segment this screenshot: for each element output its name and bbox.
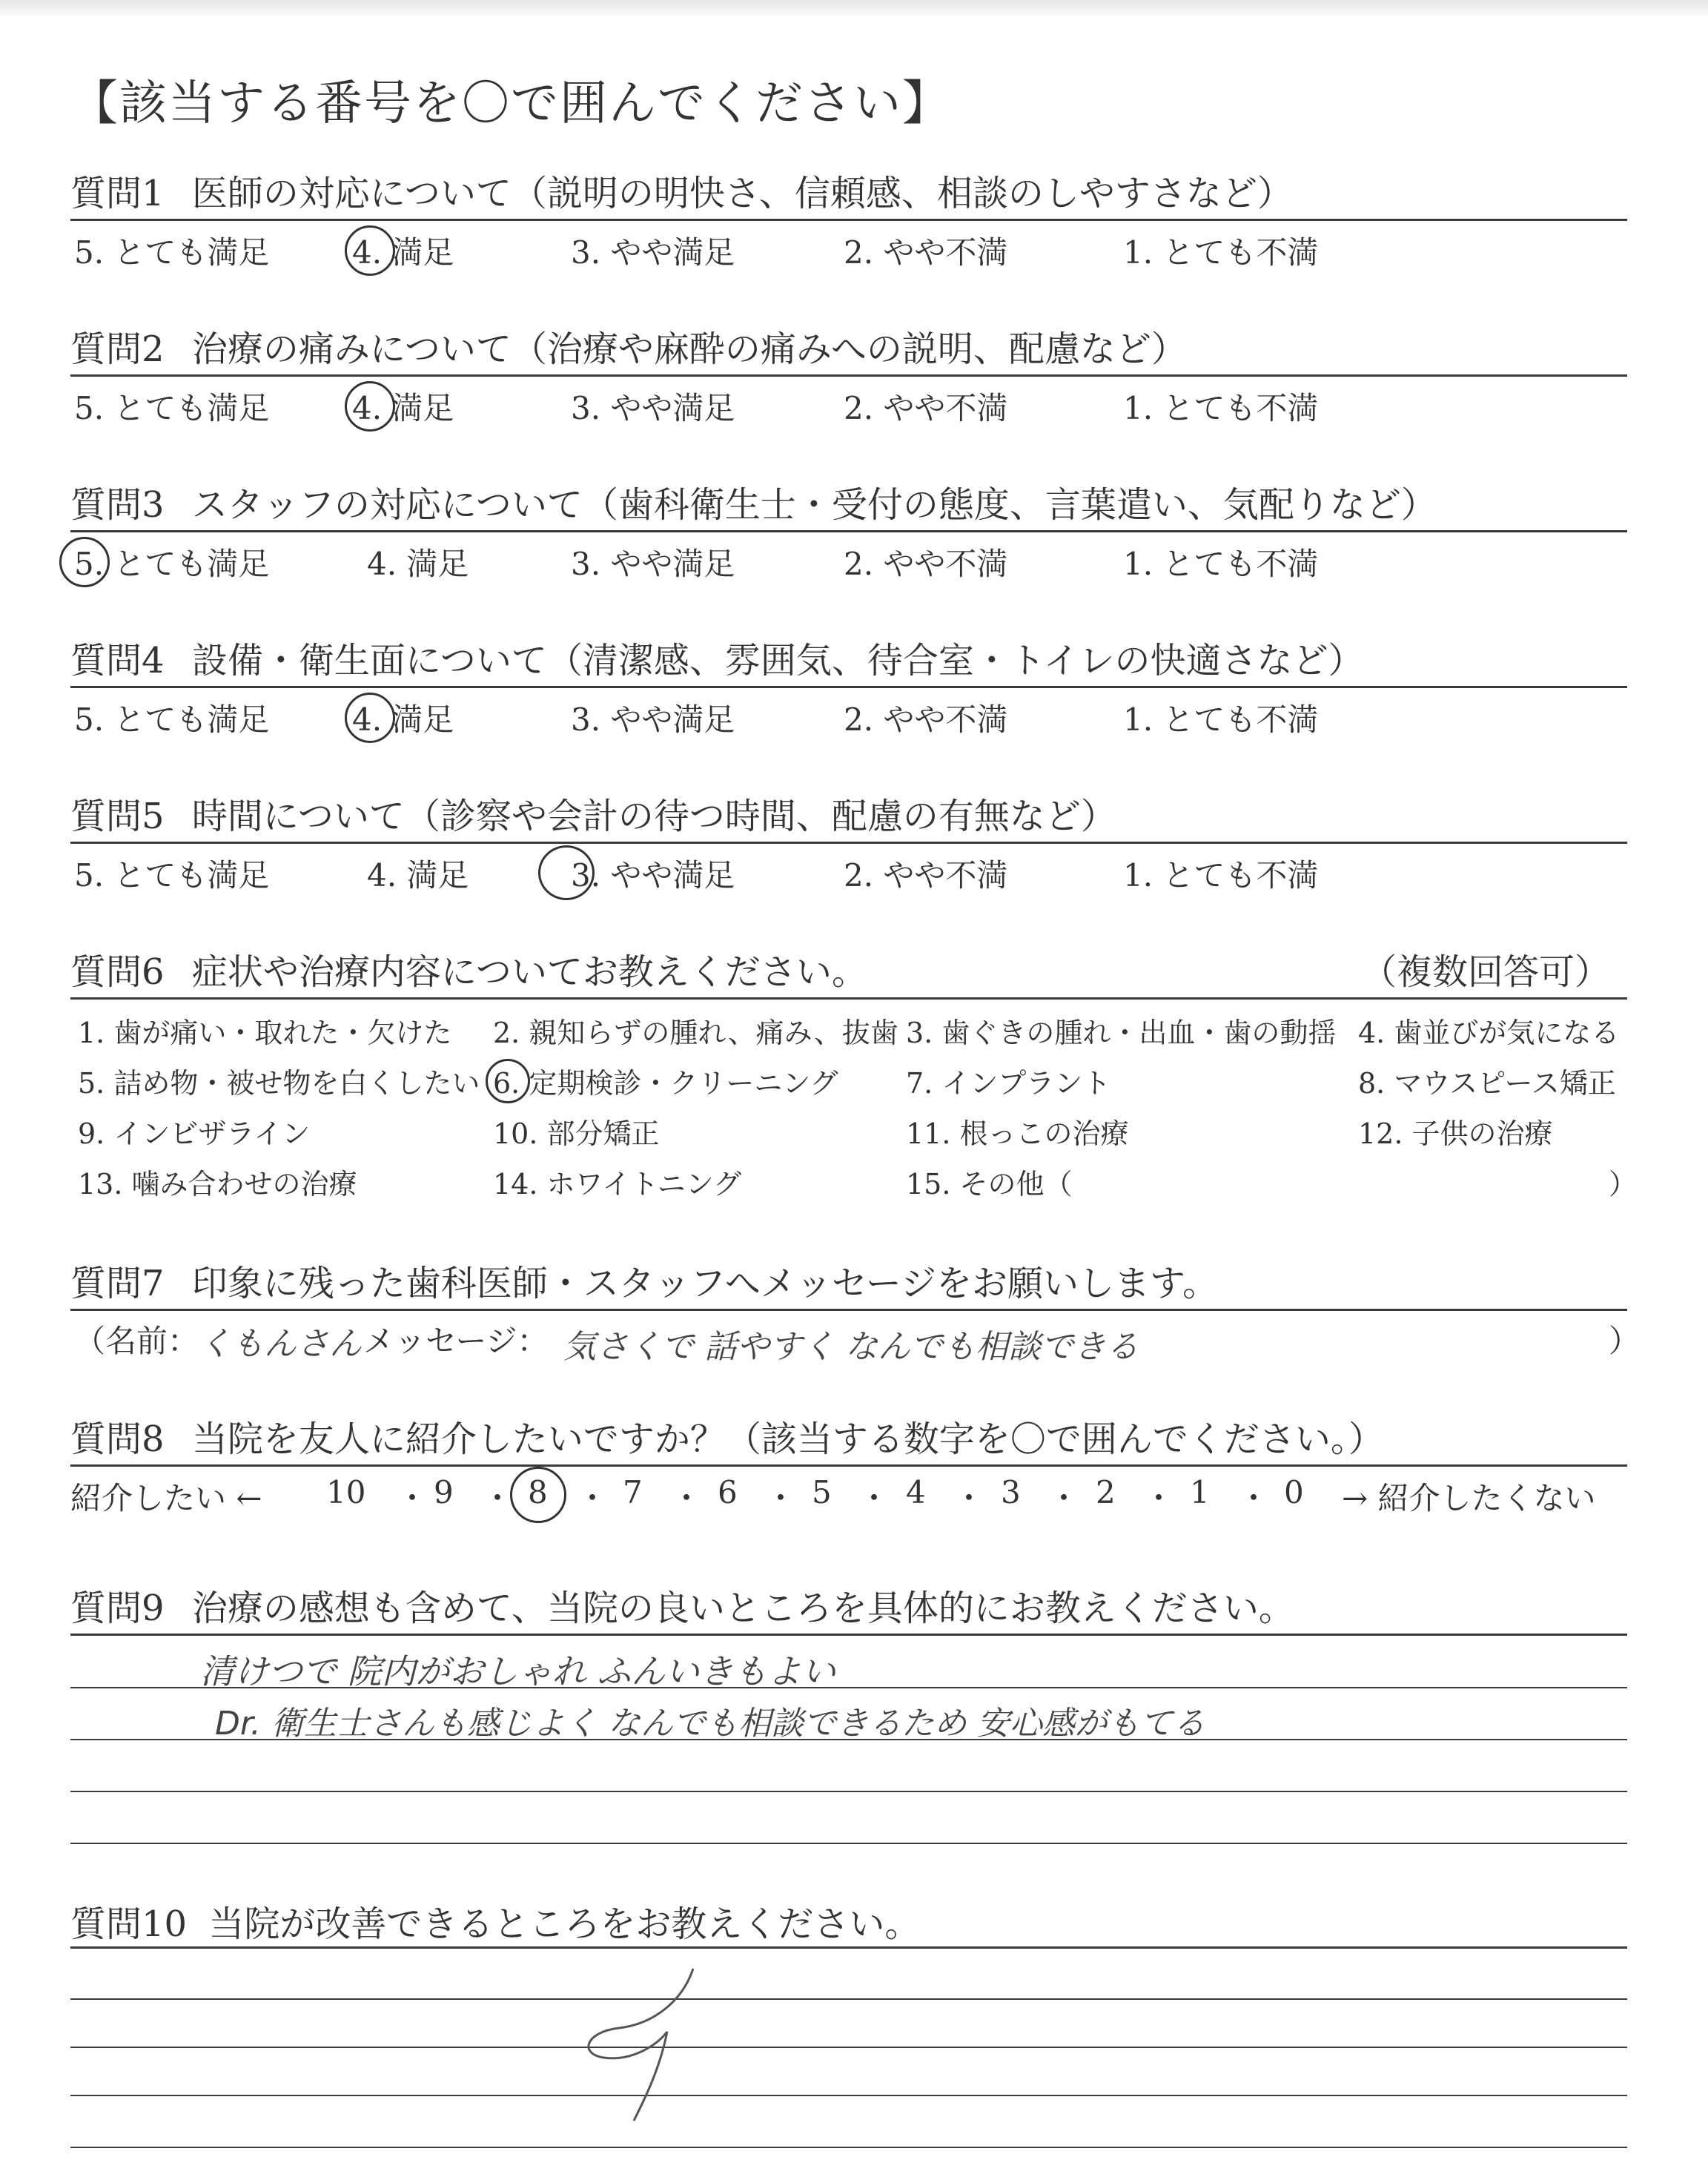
q3-option-4[interactable]: 4. 満足 [367, 546, 469, 582]
q9-answer-line-1[interactable]: 清けつで 院内がおしゃれ ふんいきもよい [200, 1651, 836, 1691]
q5-text: 時間について（診察や会計の待つ時間、配慮の有無など） [191, 796, 1116, 837]
q6-note: （複数回答可） [1361, 951, 1611, 993]
q2-option-2[interactable]: 2. やや不満 [844, 390, 1008, 426]
q3-option-3[interactable]: 3. やや満足 [571, 546, 735, 582]
q7-message-label: メッセージ： [363, 1323, 549, 1359]
q8-dot: ・ [1048, 1480, 1080, 1516]
q8-dot: ・ [1238, 1480, 1270, 1516]
q9-answer-line-2[interactable]: Dr. 衛生士さんも感じよく なんでも相談できるため 安心感がもてる [215, 1705, 1205, 1743]
q5-option-2[interactable]: 2. やや不満 [844, 857, 1008, 894]
q4-label: 質問4 [70, 640, 165, 681]
q8-dot: ・ [953, 1480, 985, 1516]
q8-scale-6[interactable]: 6 [718, 1474, 738, 1510]
q8-dot: ・ [858, 1480, 890, 1516]
q8-dot: ・ [1143, 1480, 1175, 1516]
q8-dot: ・ [397, 1480, 428, 1516]
q6-option-5[interactable]: 5. 詰め物・被せ物を白くしたい [78, 1067, 480, 1100]
q3-option-5[interactable]: 5. とても満足 [74, 546, 270, 582]
q6-option-13[interactable]: 13. 噛み合わせの治療 [78, 1168, 357, 1200]
q8-scale-5[interactable]: 5 [812, 1474, 832, 1510]
q6-option-12[interactable]: 12. 子供の治療 [1358, 1117, 1553, 1150]
q7-name-label: （名前： [74, 1323, 199, 1359]
q2-option-1[interactable]: 1. とても不満 [1123, 390, 1319, 426]
q2-option-3[interactable]: 3. やや満足 [571, 390, 735, 426]
q2-option-4[interactable]: 4. 満足 [352, 390, 454, 426]
q1-option-4[interactable]: 4. 満足 [352, 234, 454, 271]
q7-label: 質問7 [70, 1263, 165, 1304]
q7-text: 印象に残った歯科医師・スタッフへメッセージをお願いします。 [191, 1263, 1219, 1304]
q4-option-2[interactable]: 2. やや不満 [844, 701, 1008, 738]
q8-text: 当院を友人に紹介したいですか？（該当する数字を〇で囲んでください。） [191, 1418, 1384, 1460]
q1-label: 質問1 [70, 173, 165, 214]
q4-option-1[interactable]: 1. とても不満 [1123, 701, 1319, 738]
q6-option-11[interactable]: 11. 根っこの治療 [906, 1117, 1129, 1150]
q1-text: 医師の対応について（説明の明快さ、信頼感、相談のしやすさなど） [191, 173, 1293, 214]
q6-option-2[interactable]: 2. 親知らずの腫れ、痛み、抜歯 [493, 1017, 898, 1049]
q1-option-3[interactable]: 3. やや満足 [571, 234, 735, 271]
q6-option-9[interactable]: 9. インビザライン [78, 1117, 311, 1150]
q2-label: 質問2 [70, 328, 165, 370]
q6-option-6[interactable]: 6. 定期検診・クリーニング [493, 1067, 838, 1100]
q2-option-5[interactable]: 5. とても満足 [74, 390, 270, 426]
q8-left-label: 紹介したい ← [70, 1480, 262, 1516]
q6-text: 症状や治療内容についてお教えください。 [191, 951, 867, 993]
q5-option-5[interactable]: 5. とても満足 [74, 857, 270, 894]
q1-option-1[interactable]: 1. とても不満 [1123, 234, 1319, 271]
q8-dot: ・ [577, 1480, 609, 1516]
q10-text: 当院が改善できるところをお教えください。 [208, 1903, 921, 1945]
q8-label: 質問8 [70, 1418, 165, 1460]
q8-dot: ・ [765, 1480, 797, 1516]
q3-option-1[interactable]: 1. とても不満 [1123, 546, 1319, 582]
q6-option-1[interactable]: 1. 歯が痛い・取れた・欠けた [78, 1017, 452, 1049]
q1-option-5[interactable]: 5. とても満足 [74, 234, 270, 271]
q8-right-label: → 紹介したくない [1342, 1480, 1596, 1516]
q8-scale-2[interactable]: 2 [1096, 1474, 1116, 1510]
q6-label: 質問6 [70, 951, 165, 993]
q8-scale-3[interactable]: 3 [1001, 1474, 1021, 1510]
q7-name-value[interactable]: くもんさん [199, 1325, 362, 1363]
q8-scale-8[interactable]: 8 [528, 1474, 548, 1510]
q5-label: 質問5 [70, 796, 165, 837]
q4-option-5[interactable]: 5. とても満足 [74, 701, 270, 738]
q6-option-4[interactable]: 4. 歯並びが気になる [1358, 1017, 1620, 1049]
q8-scale-4[interactable]: 4 [906, 1474, 926, 1510]
q6-option-7[interactable]: 7. インプラント [906, 1067, 1111, 1100]
q5-option-3[interactable]: 3. やや満足 [571, 857, 735, 894]
q10-label: 質問10 [70, 1903, 188, 1945]
q7-close-paren: ） [1609, 1323, 1641, 1359]
q6-option-3[interactable]: 3. 歯ぐきの腫れ・出血・歯の動揺 [906, 1017, 1337, 1049]
q6-option-14[interactable]: 14. ホワイトニング [493, 1168, 742, 1200]
q8-scale-7[interactable]: 7 [623, 1474, 643, 1510]
q5-option-1[interactable]: 1. とても不満 [1123, 857, 1319, 894]
q4-option-4[interactable]: 4. 満足 [352, 701, 454, 738]
q6-other-close-paren: ） [1609, 1168, 1638, 1200]
q1-option-2[interactable]: 2. やや不満 [844, 234, 1008, 271]
page-title: 【該当する番号を〇で囲んでください】 [70, 76, 951, 131]
q3-text: スタッフの対応について（歯科衛生士・受付の態度、言葉遣い、気配りなど） [191, 484, 1437, 526]
q8-scale-9[interactable]: 9 [434, 1474, 454, 1510]
q4-text: 設備・衛生面について（清潔感、雰囲気、待合室・トイレの快適さなど） [191, 640, 1364, 681]
q6-option-15[interactable]: 15. その他（ [906, 1168, 1073, 1200]
q8-dot: ・ [482, 1480, 514, 1516]
q6-option-8[interactable]: 8. マウスピース矯正 [1358, 1067, 1616, 1100]
q3-option-2[interactable]: 2. やや不満 [844, 546, 1008, 582]
q6-option-10[interactable]: 10. 部分矯正 [493, 1117, 660, 1150]
q5-option-4[interactable]: 4. 満足 [367, 857, 469, 894]
q8-scale-10[interactable]: 10 [326, 1474, 366, 1510]
q8-scale-0[interactable]: 0 [1284, 1474, 1304, 1510]
q9-text: 治療の感想も含めて、当院の良いところを具体的にお教えください。 [191, 1588, 1294, 1629]
q2-text: 治療の痛みについて（治療や麻酔の痛みへの説明、配慮など） [191, 328, 1187, 370]
q4-option-3[interactable]: 3. やや満足 [571, 701, 735, 738]
q8-dot: ・ [671, 1480, 703, 1516]
q9-label: 質問9 [70, 1588, 165, 1629]
q8-scale-1[interactable]: 1 [1190, 1474, 1210, 1510]
q10-diagonal-strike [589, 1969, 693, 2121]
q7-message-value[interactable]: 気さくで 話やすく なんでも相談できる [563, 1328, 1139, 1366]
q3-label: 質問3 [70, 484, 165, 526]
